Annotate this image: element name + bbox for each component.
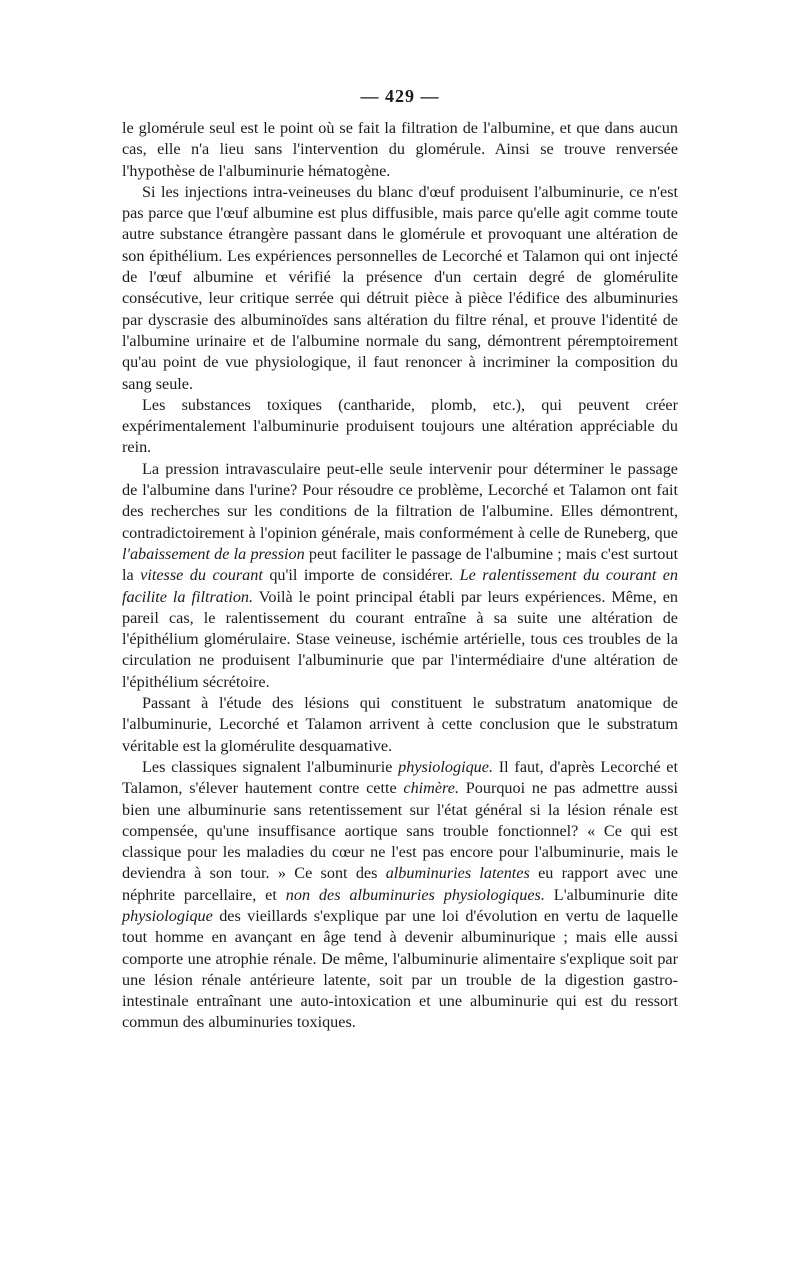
paragraph bbox=[122, 757, 678, 1034]
text-run: qu'il importe de considérer. bbox=[262, 566, 460, 585]
paragraph bbox=[122, 459, 678, 693]
text-run: Si les injections intra-veineuses du blanc d'œuf produisent l'albuminurie, ce n'est pas parce que l'œuf albumine est plus diffusible, mais parce qu'elle agit comme toute autre substance étrangère passant dans le glomérule et provoquant une altération de son épithélium. Les expériences personnelles de Lecorché et Talamon qui ont injecté de l'œuf albumine et vérifié la présence d'un certain degré de glomérulite consécutive, leur critique serrée qui détruit pièce à pièce l'édifice des albuminuries par dyscrasie des albuminoïdes sans altération du filtre rénal, et prouve l'identité de l'albumine urinaire et de l'albumine normale du sang, démontrent péremptoirement qu'au point de vue physiologique, il faut renoncer à incriminer la composition du sang seule. bbox=[122, 182, 678, 393]
page-number: — 429 — bbox=[360, 86, 440, 106]
italic-text: Le ralentissement du courant en facilite la filtration. bbox=[122, 566, 678, 606]
italic-text: non des albuminuries physiologiques. bbox=[285, 885, 545, 904]
italic-text: l'abaissement de la pression bbox=[122, 544, 305, 563]
text-run: Pourquoi ne pas admettre aussi bien une albuminurie sans retentissement sur l'état général si la lésion rénale est compensée, qu'une insuffisance aortique sans trouble fonctionnel? « Ce qui est classique pour les maladies du cœur ne l'est pas encore pour l'albuminurie, mais le deviendra à son tour. » Ce sont des bbox=[122, 779, 678, 883]
text-run: La pression intravasculaire peut-elle seule intervenir pour déterminer le passage de l'albumine dans l'urine? Pour résoudre ce problème, Lecorché et Talamon ont fait des recherches sur les conditions de la filtration de l'albumine. Elles démontrent, contradictoirement à l'opinion générale, mais conformément à celle de Runeberg, que bbox=[122, 459, 678, 542]
text-run: Les classiques signalent l'albuminurie bbox=[142, 757, 399, 776]
paragraph bbox=[122, 182, 678, 395]
text-run: le glomérule seul est le point où se fait la filtration de l'albumine, et que dans aucun cas, elle n'a lieu sans l'intervention du glomérule. Ainsi se trouve renversée l'hypothèse de l'albuminurie hématogène. bbox=[122, 119, 678, 180]
text-run: Il faut, d'après Lecorché et Talamon, s'élever hautement contre cette bbox=[122, 757, 678, 798]
italic-text: physiologique. bbox=[398, 757, 494, 776]
text-run: eu rapport avec une néphrite parcellaire, et bbox=[122, 864, 678, 904]
text-run: Voilà le point principal établi par leurs expériences. Même, en pareil cas, le ralentissement du courant entraîne à sa suite une altération de l'épithélium glomérulaire. Stase veineuse, ischémie artérielle, tous ces troubles de la circulation ne produisent l'albuminurie que par l'intermédiaire d'une altération de l'épithélium sécrétoire. bbox=[122, 587, 678, 691]
paragraph bbox=[122, 395, 678, 459]
italic-text: physiologique bbox=[122, 906, 213, 925]
body-text bbox=[122, 118, 678, 1034]
text-run: L'albuminurie dite bbox=[544, 885, 678, 904]
italic-text: albuminuries latentes bbox=[385, 864, 530, 883]
text-run: peut faciliter le passage de l'albumine ; mais c'est surtout la bbox=[122, 544, 678, 585]
text-run: des vieillards s'explique par une loi d'évolution en vertu de laquelle tout homme en avançant en âge tend à devenir albuminurique ; mais elle aussi comporte une atrophie rénale. De même, l'albuminurie alimentaire s'explique soit par une lésion rénale antérieure latente, soit par un trouble de la digestion gastro-intestinale entraînant une auto-intoxication et une albuminurie qui est du ressort commun des albuminuries toxiques. bbox=[122, 906, 678, 1032]
italic-text: vitesse du courant bbox=[140, 566, 263, 585]
italic-text: chimère. bbox=[403, 779, 459, 798]
text-run: Passant à l'étude des lésions qui constituent le substratum anatomique de l'albuminurie, Lecorché et Talamon arrivent à cette conclusion que le substratum véritable est la glomérulite desquamative. bbox=[122, 694, 678, 755]
paragraph bbox=[122, 693, 678, 757]
paragraph bbox=[122, 118, 678, 182]
text-run: Les substances toxiques (cantharide, plomb, etc.), qui peuvent créer expérimentalement l'albuminurie produisent toujours une altération appréciable du rein. bbox=[122, 395, 678, 457]
